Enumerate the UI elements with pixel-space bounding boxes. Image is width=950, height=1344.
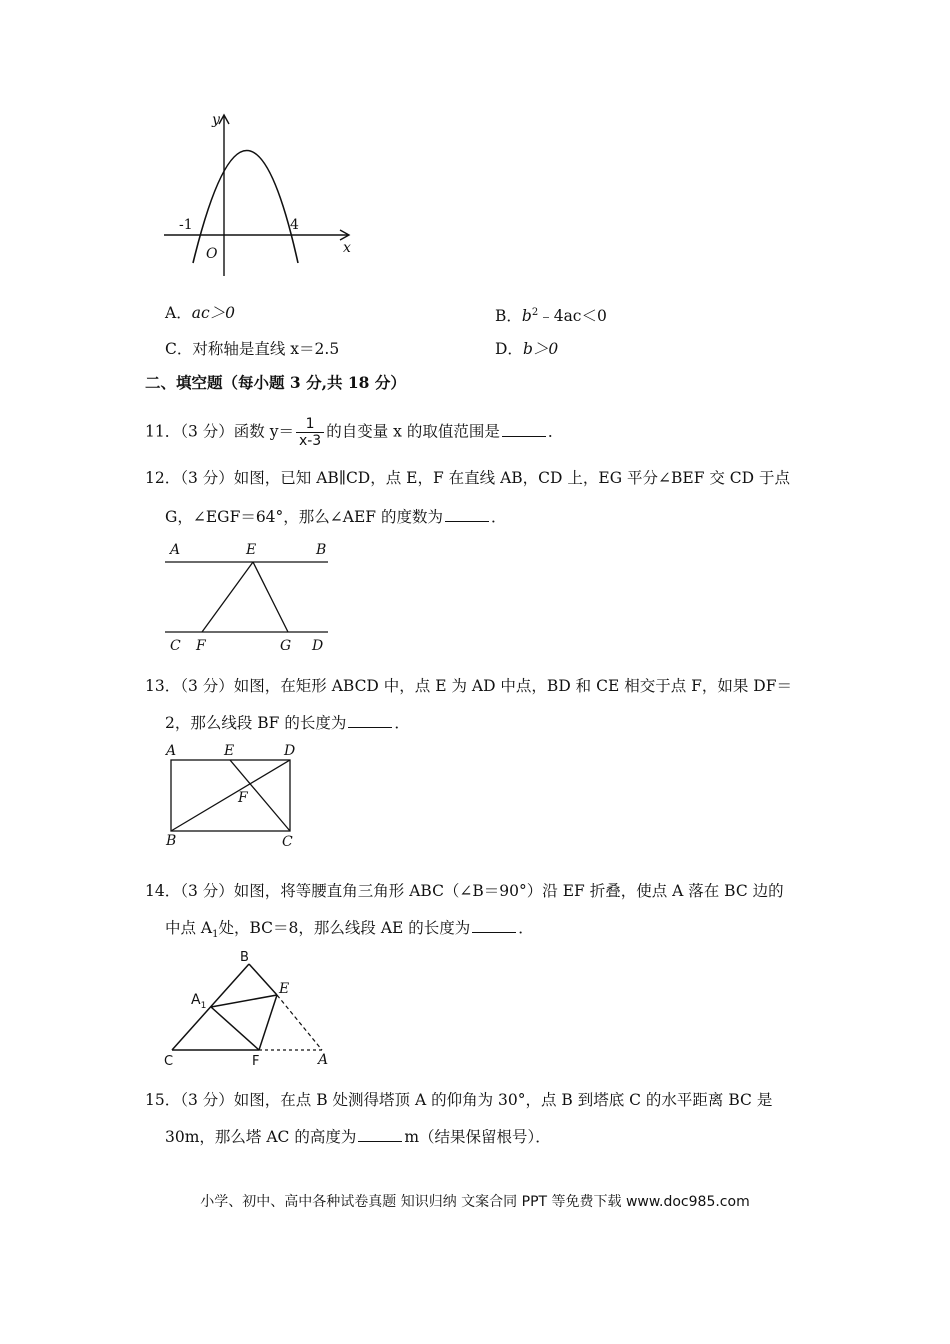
q11-number: 11．: [145, 422, 181, 441]
q11-text-pre: （3 分）函数 y＝: [180, 422, 294, 441]
option-c-text: 对称轴是直线 x＝2.5: [192, 340, 340, 358]
label-c: C: [282, 834, 293, 850]
q13-number: 13．: [145, 677, 181, 695]
label-d: D: [284, 743, 296, 759]
q11-end: ．: [547, 422, 564, 441]
label-a1: $A_1$: [191, 992, 207, 1011]
page-footer: 小学、初中、高中各种试卷真题 知识归纳 文案合同 PPT 等免费下载 www.doc985.com: [200, 1194, 750, 1210]
q15-line2-pre: 30m，那么塔 AC 的高度为: [165, 1128, 357, 1146]
q13-line1: （3 分）如图，在矩形 ABCD 中，点 E 为 AD 中点，BD 和 CE 相交于点 F，如果 DF＝: [180, 677, 792, 695]
q14-line2-pre: 中点 A: [165, 919, 213, 937]
question-13-line1: [145, 675, 792, 697]
fold-ef: [259, 995, 277, 1050]
q13-line2: 2，那么线段 BF 的长度为: [165, 714, 347, 732]
label-a: A: [318, 1052, 329, 1068]
q13-end: ．: [394, 714, 410, 732]
option-d-text: b＞0: [522, 340, 559, 358]
q11-frac-num: 1: [296, 416, 324, 433]
segment-a1e: [211, 995, 277, 1007]
figure-13: [160, 740, 310, 852]
q11-answer-blank[interactable]: [502, 422, 546, 437]
label-c: C: [164, 1054, 174, 1068]
parabola-graph: [160, 108, 360, 280]
y-axis-label: y: [212, 112, 220, 128]
figure-12: [160, 536, 340, 656]
q15-line1: （3 分）如图，在点 B 处测得塔顶 A 的仰角为 30°，点 B 到塔底 C 的水平距离 BC 是: [180, 1091, 773, 1109]
label-b: B: [166, 833, 177, 849]
label-d: D: [312, 638, 324, 654]
section-title: 二、填空题（每小题 3 分,共 18 分）: [145, 373, 406, 392]
q13-answer-blank[interactable]: [348, 713, 392, 728]
q14-end: ．: [518, 919, 534, 937]
option-b-letter: B．: [495, 307, 522, 326]
label-e: E: [246, 542, 257, 558]
label-f: F: [238, 790, 248, 806]
q15-line2-post: m（结果保留根号）．: [404, 1128, 551, 1146]
figure-14: [160, 944, 350, 1068]
label-f: F: [196, 638, 206, 654]
option-a: [165, 302, 235, 324]
option-c-letter: C．: [165, 340, 193, 358]
diagonal-bd: [171, 760, 290, 831]
option-a-letter: A．: [165, 304, 192, 322]
question-15-line2: [165, 1126, 551, 1148]
option-b-text-pre: b: [521, 307, 532, 326]
q14-number: 14．: [145, 882, 181, 900]
question-12-line2: [165, 506, 507, 528]
label-g: G: [280, 638, 292, 654]
label-c: C: [170, 638, 181, 654]
question-12-line1: [145, 467, 790, 489]
q11-text-post: 的自变量 x 的取值范围是: [326, 422, 500, 441]
segment-ef: [202, 562, 253, 632]
segment-a1f: [211, 1007, 259, 1050]
question-14-line2: [165, 917, 534, 946]
q12-end: ．: [490, 508, 507, 526]
q14-line2-sub: 1: [212, 929, 219, 941]
neg-root-label: -1: [179, 217, 193, 233]
q14-line1: （3 分）如图，将等腰直角三角形 ABC（∠B＝90°）沿 EF 折叠，使点 A 落在 BC 边的: [180, 882, 784, 900]
side-bc: [172, 964, 249, 1050]
q12-line2: G，∠EGF＝64°，那么∠AEF 的度数为: [165, 508, 443, 526]
q15-number: 15．: [145, 1091, 181, 1109]
origin-label: O: [206, 246, 218, 262]
q14-answer-blank[interactable]: [472, 918, 516, 933]
option-a-text: ac＞0: [191, 304, 235, 322]
q11-frac-den: x-3: [298, 433, 322, 449]
q12-answer-blank[interactable]: [445, 507, 489, 522]
label-a: A: [170, 542, 181, 558]
segment-eg: [253, 562, 288, 632]
question-15-line1: [145, 1089, 772, 1111]
q11-fraction: [296, 416, 324, 449]
question-14-line1: [145, 880, 784, 902]
question-11: [145, 416, 563, 449]
option-c: [165, 338, 339, 360]
option-d-letter: D．: [495, 340, 523, 358]
label-e: E: [279, 981, 290, 997]
question-13-line2: [165, 712, 410, 734]
x-axis-label: x: [343, 240, 351, 256]
option-b-sup: 2: [531, 307, 539, 318]
label-a: A: [166, 743, 177, 759]
dashed-ea: [277, 995, 322, 1050]
q15-answer-blank[interactable]: [358, 1127, 402, 1142]
pos-root-label: 4: [290, 217, 299, 233]
label-b: B: [316, 542, 327, 558]
label-e: E: [224, 743, 235, 759]
q12-line1: （3 分）如图，已知 AB∥CD，点 E，F 在直线 AB，CD 上，EG 平分∠BEF 交 CD 于点: [180, 469, 791, 487]
label-b: B: [240, 950, 249, 965]
option-d: [495, 338, 558, 360]
label-f: F: [252, 1054, 260, 1068]
q12-number: 12．: [145, 469, 181, 487]
option-b: [495, 302, 607, 327]
q14-line2-post: 处，BC＝8，那么线段 AE 的长度为: [218, 919, 471, 937]
side-be: [249, 964, 277, 995]
option-b-text-post: ﹣4ac＜0: [538, 307, 607, 326]
